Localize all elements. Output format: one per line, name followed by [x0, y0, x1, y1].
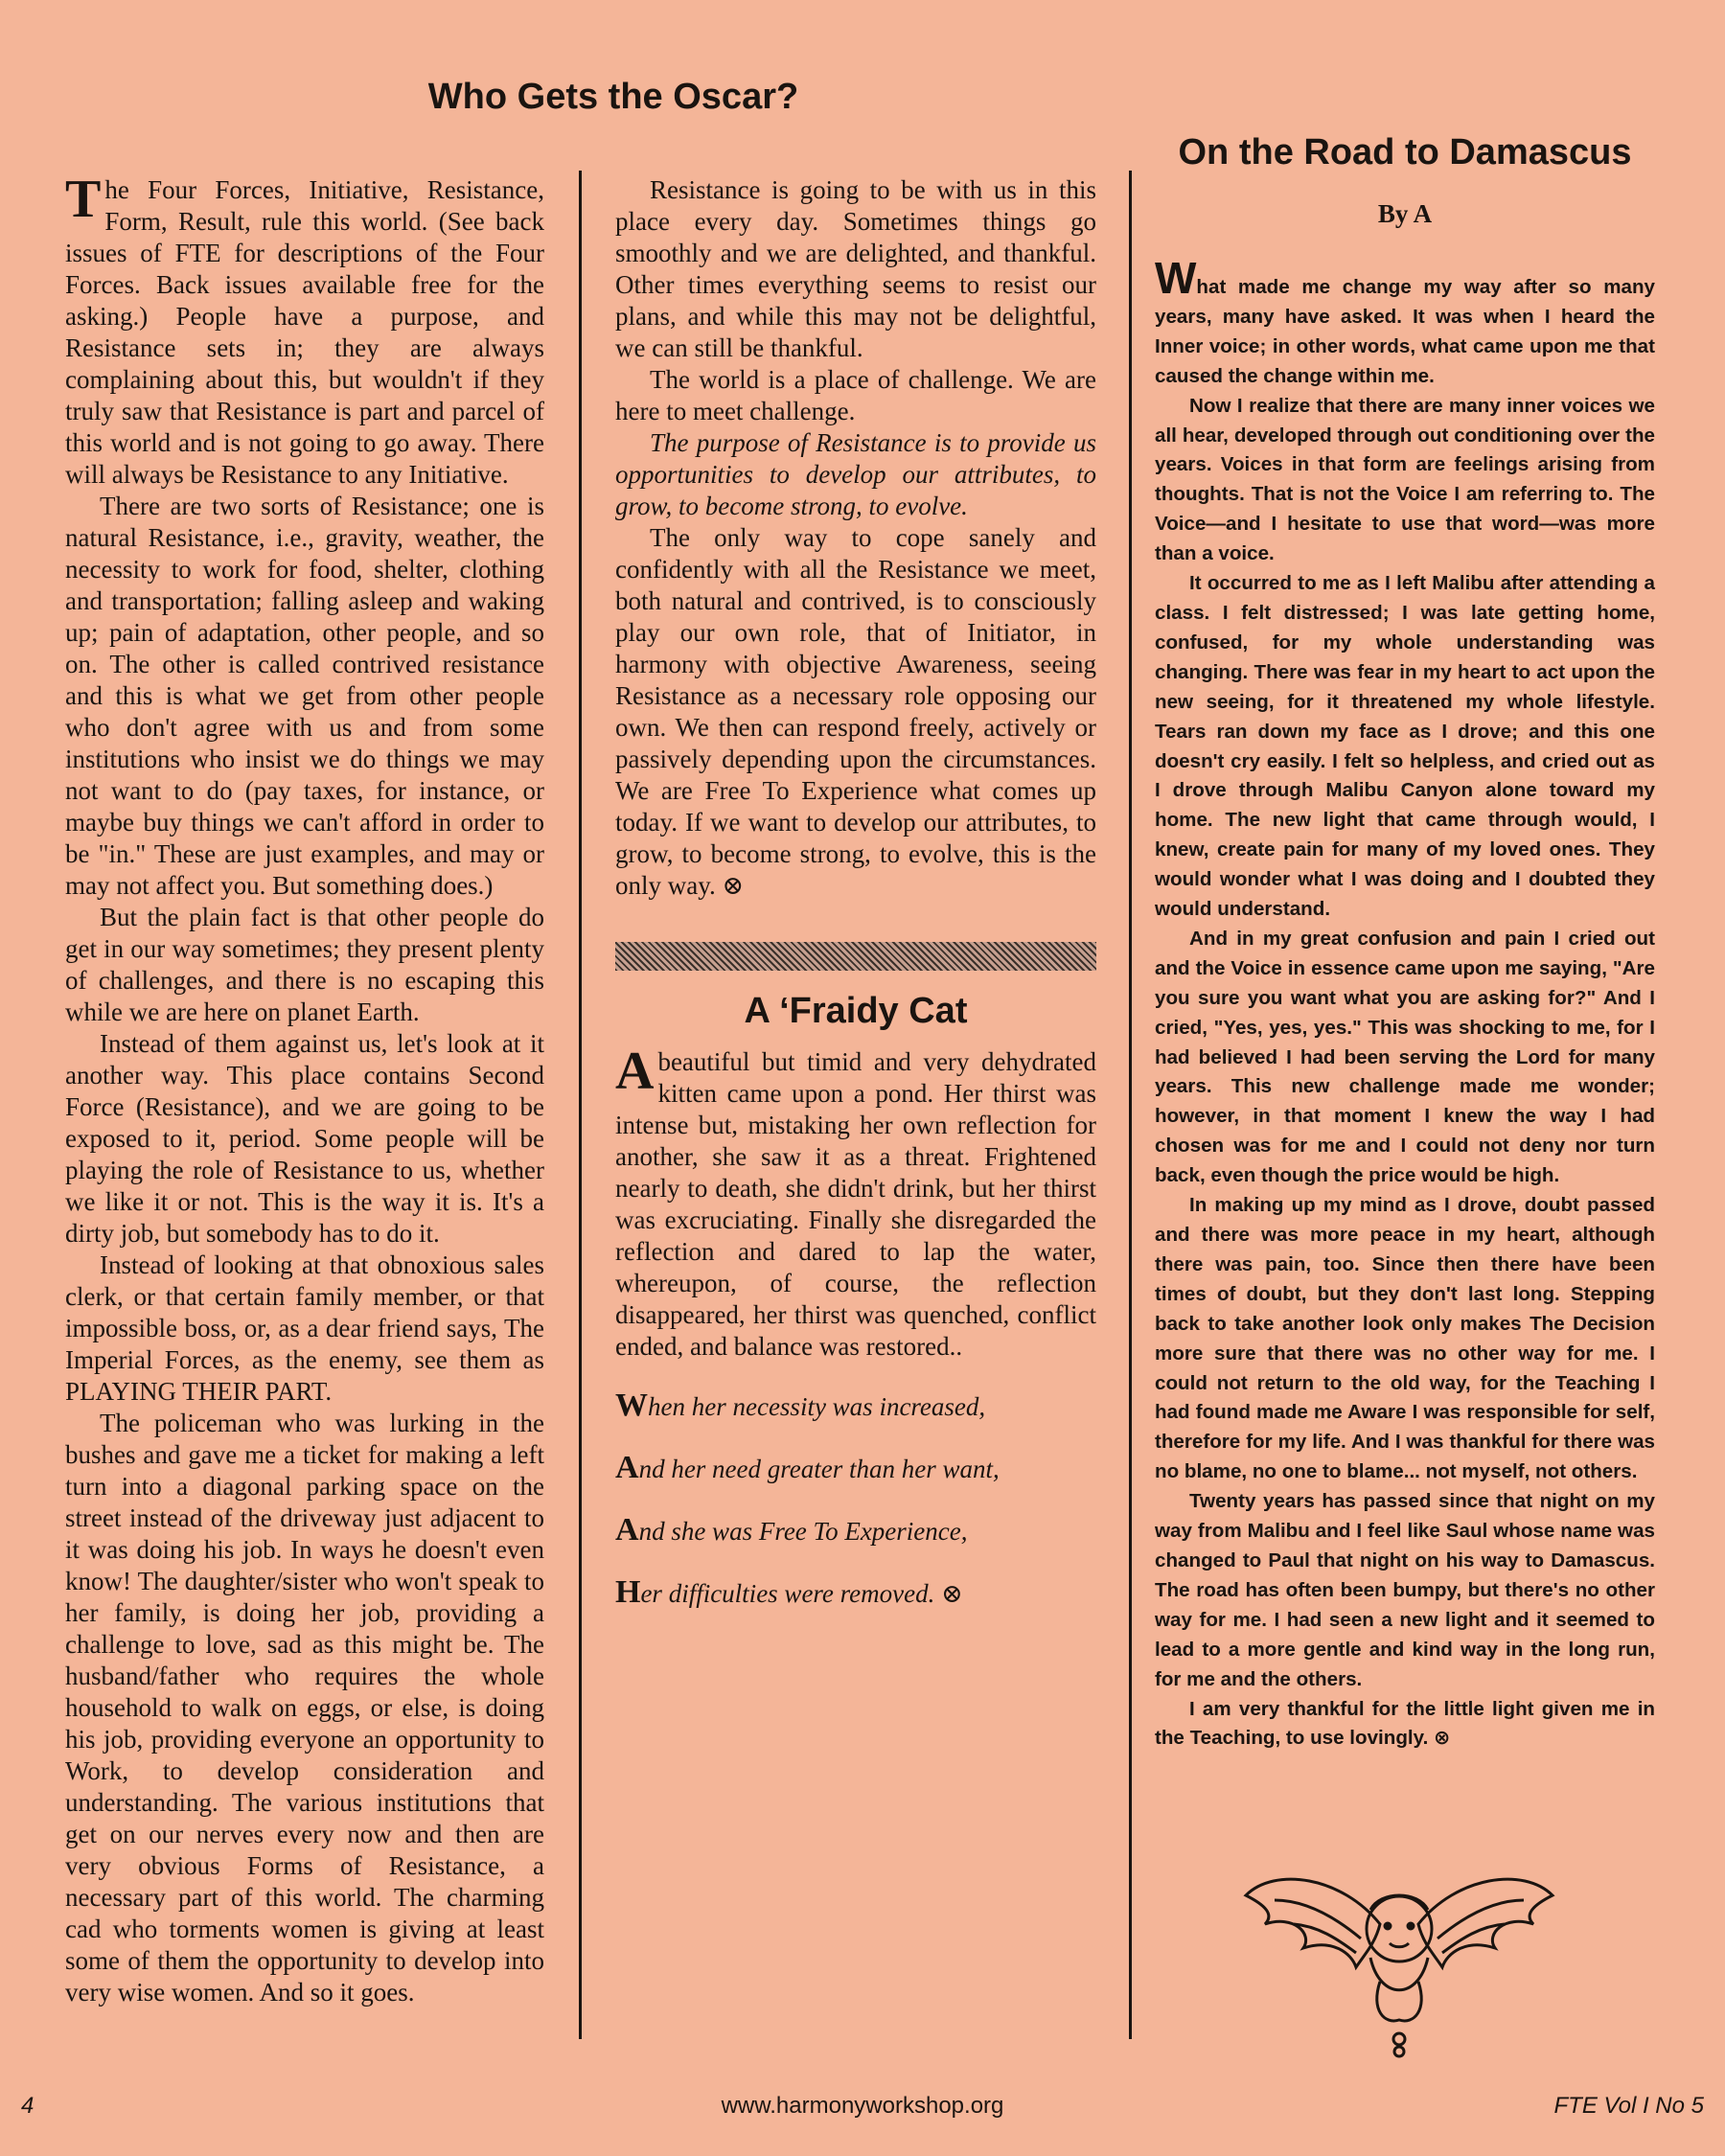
road-paragraph: What made me change my way after so many years, many have asked. It was when I heard the Inner voice; in other words, what came upon me that caused the change within me.: [1155, 253, 1655, 387]
issue-label: FTE Vol I No 5: [1553, 2093, 1704, 2119]
section-divider-bar: [615, 942, 1096, 971]
oscar-paragraph: The only way to cope sanely and confidently with all the Resistance we meet, both natural and contrived, is to consciously play our own role, that of Initiator, in harmony with objective Awareness, seeing Resistance as a necessary role opposing our own. We then can respond freely, actively or passively depending upon the circumstances. We are Free To Experience what comes up today. If we want to develop our attributes, to grow, to become strong, to evolve, this is the only way. ⊗: [615, 523, 1096, 900]
oscar-paragraph: The Four Forces, Initiative, Resistance, Form, Result, rule this world. (See back issues of FTE for descriptions of the Four Forces. Back issues available free for the asking.) People have a purpose, and Resistance sets in; they are always complaining about this, but wouldn't if they truly saw that Resistance is part and parcel of this world and is not going to go away. There will always be Resistance to any Initiative.: [65, 170, 544, 489]
oscar-column-1: [65, 170, 544, 2008]
poem-line: And she was Free To Experience,: [615, 1512, 968, 1548]
footer-url[interactable]: www.harmonyworkshop.org: [721, 2093, 1004, 2119]
byline: By A: [1377, 199, 1433, 228]
poem-line: Her difficulties were removed. ⊗: [615, 1574, 963, 1610]
road-column: [1155, 134, 1655, 1754]
oscar-paragraph: The policeman who was lurking in the bushes and gave me a ticket for making a left turn into a diagonal parking space on the street instead of the driveway just adjacent to it was doing his job. In ways he doesn't even know! The daughter/sister who won't speak to her family, is doing her job, providing a challenge to love, sad as this might be. The husband/father who requires the whole household to walk on eggs, or else, is doing his job, providing everyone an opportunity to Work, to develop consideration and understanding. The various institutions that get on our nerves every now and then are very obvious Forms of Resistance, a necessary part of this world. The charming cad who torments women is giving at least some of them the opportunity to develop into very wise women. And so it goes.: [65, 1409, 544, 2007]
article-title-road: On the Road to Damascus: [1178, 132, 1632, 172]
drop-cap: A: [615, 1042, 655, 1101]
page-number: 4: [21, 2093, 34, 2119]
oscar-column-2: [615, 174, 1096, 1639]
oscar-paragraph: Instead of them against us, let's look at it another way. This place contains Second Force (Resistance), and we are going to be exposed to it, period. Some people will be playing the role of Resistance to us, whether we like it or not. This is the way it is. It's a dirty job, but somebody has to do it.: [65, 1029, 544, 1248]
road-paragraph: Twenty years has passed since that night on my way from Malibu and I feel like Saul whose name was changed to Paul that night on his way to Damascus. The road has often been bumpy, but there's no other way for me. I had seen a new light and it seemed to lead to a more gentle and kind way in the long run, for me and the others.: [1155, 1490, 1655, 1690]
column-divider: [579, 171, 582, 2039]
article-title-cat: A ‘Fraidy Cat: [744, 991, 968, 1031]
drop-cap: T: [65, 170, 102, 229]
cherub-illustration: [1236, 1857, 1562, 2060]
article-title-oscar: Who Gets the Oscar?: [427, 77, 799, 117]
drop-cap: W: [1155, 253, 1197, 303]
oscar-paragraph: But the plain fact is that other people do get in our way sometimes; they present plenty of challenges, and there is no escaping this while we are here on planet Earth.: [65, 903, 544, 1026]
road-paragraph: In making up my mind as I drove, doubt passed and there was more peace in my heart, although there was pain, too. Since then there have been times of doubt, but they don't last long. Stepping back to take another look only makes The Decision more sure that there was no other way for me. I could not return to the old way, for the Teaching I had found made me Aware I was responsible for self, therefore for my life. And I was thankful for there was no blame, no one to blame... not myself, not others.: [1155, 1194, 1655, 1483]
road-paragraph: And in my great confusion and pain I cried out and the Voice in essence came upon me saying, "Are you sure you want what you are asking for?" And I cried, "Yes, yes, yes." This was shocking to me, for I had believed I had been serving the Lord for many years. This new challenge made me wonder; however, in that moment I knew the way I had chosen was for me and I could not deny nor turn back, even though the price would be high.: [1155, 927, 1655, 1187]
oscar-paragraph-italic: The purpose of Resistance is to provide us opportunities to develop our attributes, to grow, to become strong, to evolve.: [615, 428, 1096, 520]
road-paragraph: I am very thankful for the little light given me in the Teaching, to use lovingly. ⊗: [1155, 1697, 1655, 1750]
road-paragraph: It occurred to me as I left Malibu after attending a class. I felt distressed; I was late getting home, confused, for my whole understanding was changing. There was fear in my heart to act upon the new seeing, for it threatened my whole lifestyle. Tears ran down my face as I drove; and this one doesn't cry easily. I felt so helpless, and cried out as I drove through Malibu Canyon alone toward my home. The new light that came through would, I knew, create pain for many of my loved ones. They would wonder what I was doing and I doubted they would understand.: [1155, 572, 1655, 921]
cat-paragraph: Abeautiful but timid and very dehydrated kitten came upon a pond. Her thirst was intense but, mistaking her own reflection for another, she saw it as a threat. Frightened nearly to death, she didn't drink, but her thirst was excruciating. Finally she disregarded the reflection and dared to lap the water, whereupon, of course, the reflection disappeared, her thirst was quenched, conflict ended, and balance was restored..: [615, 1042, 1096, 1361]
oscar-paragraph: There are two sorts of Resistance; one is natural Resistance, i.e., gravity, weather, the necessity to work for food, shelter, clothing and transportation; falling asleep and waking up; pain of adaptation, other people, and so on. The other is called contrived resistance and this is what we get from other people who don't agree with us and from some institutions who insist we do things we may not want to do (pay taxes, for instance, or maybe buy things we can't afford in order to be "in." These are just examples, and may or may not affect you. But something does.): [65, 492, 544, 900]
column-divider: [1129, 171, 1132, 2039]
road-paragraph: Now I realize that there are many inner voices we all hear, developed through out conditioning over the years. Voices in that form are feelings arising from thoughts. That is not the Voice I am referring to. The Voice—and I hesitate to use that word—was more than a voice.: [1155, 394, 1655, 565]
poem-line: When her necessity was increased,: [615, 1388, 986, 1423]
poem: [615, 1389, 1096, 1610]
poem-line: And her need greater than her want,: [615, 1450, 1000, 1485]
oscar-paragraph: Resistance is going to be with us in this place every day. Sometimes things go smoothly and we are delighted, and thankful. Other times everything seems to resist our plans, and while this may not be delightful, we can still be thankful.: [615, 175, 1096, 362]
oscar-paragraph: The world is a place of challenge. We are here to meet challenge.: [615, 365, 1096, 425]
oscar-paragraph: Instead of looking at that obnoxious sales clerk, or that certain family member, or that impossible boss, or, as a dear friend says, The Imperial Forces, as the enemy, see them as PLAYING THEIR PART.: [65, 1250, 544, 1406]
